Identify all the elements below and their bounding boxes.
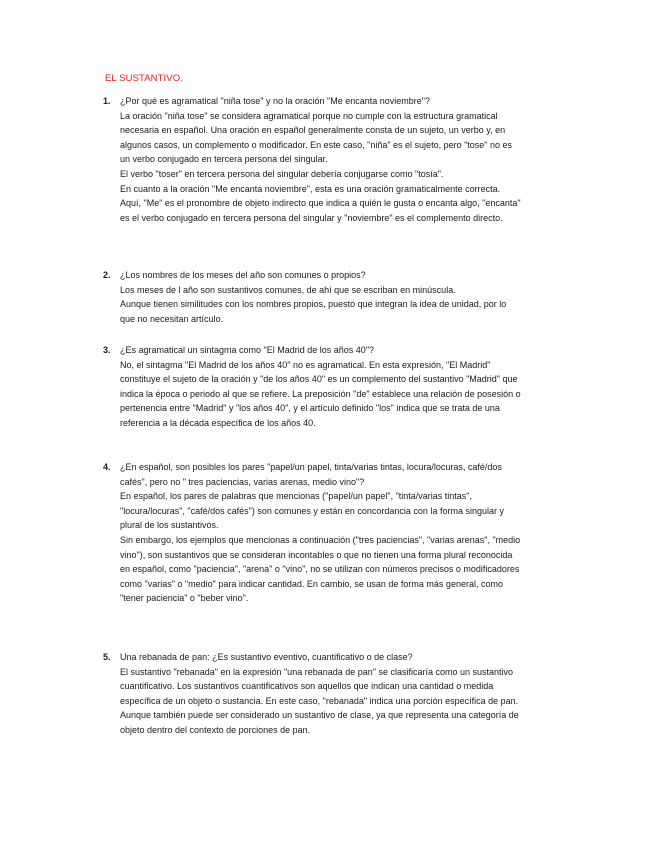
item-number: 1.	[103, 96, 111, 106]
item-number: 2.	[103, 270, 111, 280]
item-question: ¿Los nombres de los meses del año son comunes o propios?	[120, 270, 366, 280]
item-answer: No, el sintagma "El Madrid de los años 40" no es agramatical. En esta expresión, "El Madrid" constituye el sujeto de la oración y "de los años 40" es un complemento del sustantivo "Madrid" que indica la época o periodo al que se refiere. La preposición "de" establece una relación de posesión o pertenencia entre "Madrid" y "los años 40", y el artículo definido "los" indica que se trata de una referencia a la década específica de los años 40.	[120, 359, 521, 428]
item-answer: Los meses de l año son sustantivos comunes, de ahí que se escriban en minúscula.	[120, 284, 456, 295]
item-answer: El sustantivo "rebanada" en la expresión "una rebanada de pan" se clasificaría como un sustantivo cuantificativo. Los sustantivos cuantificativos son aquellos que indican una cantidad o medida específica de un objeto o sustancia. En este caso, "rebanada" indica una porción específica de pan.	[120, 666, 519, 706]
item-answer: La oración "niña tose" se considera agramatical porque no cumple con la estructura gramatical necesaria en español. Una oración en español generalmente consta de un sujeto, un verbo y, en algunos casos, un complemento o modificador. En este caso, "niña" es el sujeto, pero "tose" no es un verbo conjugado en tercera persona del singular.	[120, 110, 513, 165]
item-answer: Aunque también puede ser considerado un sustantivo de clase, ya que representa una categoría de objeto dentro del contexto de porciones de pan.	[120, 710, 519, 735]
item-answer: En español, los pares de palabras que mencionas ("papel/un papel", "tinta/varias tintas", "locura/locuras", "café/dos cafés") son comunes y están en concordancia con la forma singular y plural de los sustantivos.	[120, 491, 504, 531]
item-number: 4.	[103, 462, 111, 472]
list-item	[103, 460, 521, 606]
list-item	[103, 650, 521, 738]
item-question: ¿En español, son posibles los pares "papel/un papel, tinta/varias tintas, locura/locuras, café/dos cafés", pero no " tres paciencias, varias arenas, medio vino"?	[120, 462, 502, 487]
item-number: 5.	[103, 652, 111, 662]
list-item	[103, 94, 521, 225]
item-answer: En cuanto a la oración "Me encanta noviembre", esta es una oración gramaticalmente correcta. Aquí, "Me" es el pronombre de objeto indirecto que indica a quién le gusta o encanta algo, "encanta" es el verbo conjugado en tercera persona del singular y "noviembre" es el complemento directo.	[120, 183, 521, 223]
item-question: ¿Es agramatical un sintagma como "El Madrid de los años 40"?	[120, 345, 375, 355]
item-number: 3.	[103, 345, 111, 355]
item-question: Una rebanada de pan: ¿Es sustantivo eventivo, cuantificativo o de clase?	[120, 652, 413, 662]
item-answer: Aunque tienen similitudes con los nombres propios, puesto que integran la idea de unidad, por lo que no necesitan artículo.	[120, 299, 507, 324]
document-title: EL SUSTANTIVO.	[105, 73, 183, 84]
list-item	[103, 268, 521, 326]
list-item	[103, 343, 521, 431]
item-question: ¿Por qué es agramatical "niña tose" y no la oración "Me encanta noviembre"?	[120, 96, 430, 106]
item-answer: El verbo "toser" en tercera persona del singular debería conjugarse como "tosía".	[120, 168, 444, 179]
item-answer: Sin embargo, los ejemplos que mencionas a continuación ("tres paciencias", "varias arenas", "medio vino"), son sustantivos que se consideran incontables o que no tienen una forma plural reconocida en español, como "paciencia", "arena" o "vino", no se utilizan con números precisos o modificadores como "varias" o "medio" para indicar cantidad. En cambio, se usan de forma más general, como "tener paciencia" o "beber vino".	[120, 534, 521, 604]
